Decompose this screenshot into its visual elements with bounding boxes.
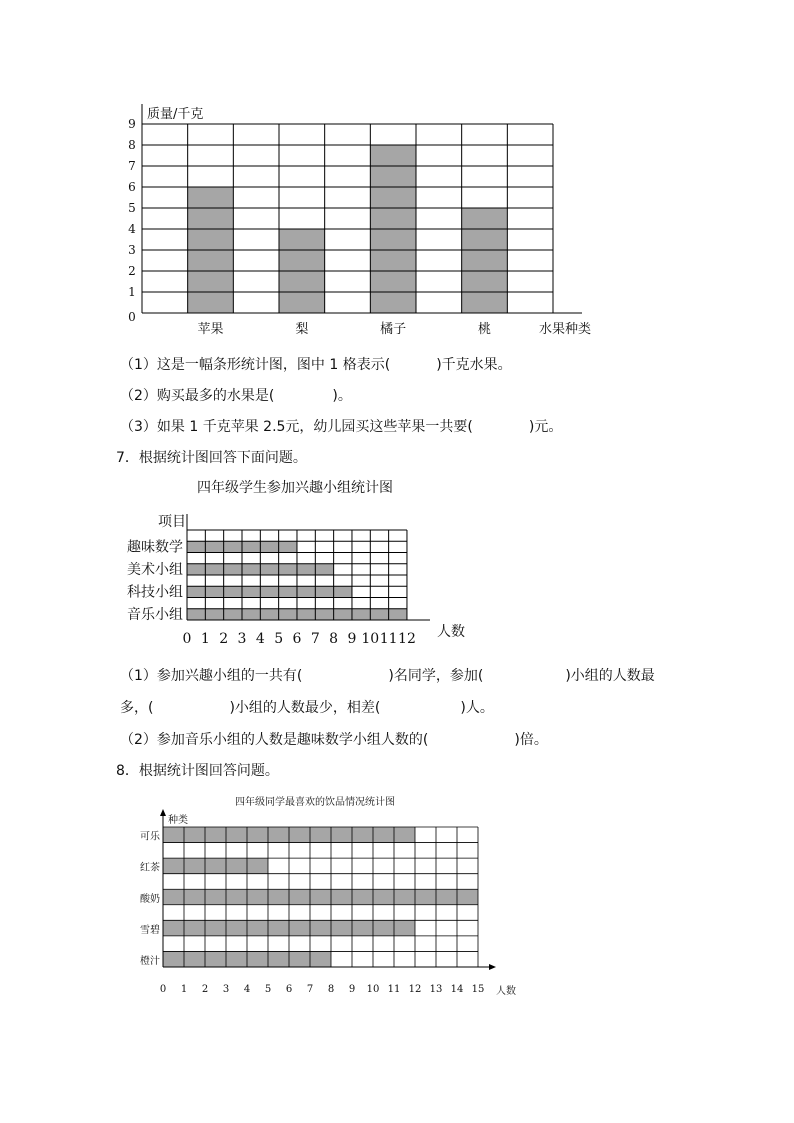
q6-q3-text-a: （3）如果 1 千克苹果 2.5元，幼儿园买这些苹果一共要( [120, 419, 473, 435]
y-axis-label: 项目 [158, 514, 186, 530]
x-tick-label: 7 [306, 984, 314, 995]
x-tick-label: 9 [347, 631, 357, 647]
q7-q1-text-b: )名同学，参加( [388, 668, 484, 684]
y-axis-label: 质量/千克 [147, 107, 204, 122]
category-label: 科技小组 [127, 584, 183, 601]
q6-question-3 [120, 416, 562, 436]
x-tick-label: 6 [285, 984, 293, 995]
x-tick-label: 2 [201, 984, 209, 995]
x-axis-label: 水果种类 [538, 322, 592, 337]
y-tick-label: 9 [128, 117, 136, 131]
y-axis-arrow [160, 809, 166, 816]
x-tick-label: 5 [264, 984, 272, 995]
x-tick-label: 4 [255, 631, 265, 647]
y-axis-label: 种类 [168, 815, 188, 826]
q6-question-1 [120, 354, 512, 374]
y-tick-label: 2 [128, 264, 136, 278]
q7-question-2 [120, 729, 548, 749]
x-tick-label: 15 [471, 984, 485, 995]
category-label: 橘子 [380, 322, 407, 337]
x-tick-label: 0 [159, 984, 167, 995]
y-tick-label: 6 [128, 180, 136, 194]
y-tick-label: 1 [128, 285, 136, 299]
x-tick-label: 7 [310, 631, 320, 647]
y-tick-label: 4 [128, 222, 136, 236]
chart-title: 四年级同学最喜欢的饮品情况统计图 [235, 797, 395, 808]
category-label: 音乐小组 [127, 607, 183, 623]
x-tick-label: 4 [243, 984, 251, 995]
q7-heading: 7．根据统计图回答下面问题。 [116, 450, 307, 466]
x-tick-label: 1 [180, 984, 188, 995]
fruit-weight-bar-chart [0, 0, 794, 345]
q6-q1-text-b: )千克水果。 [436, 357, 512, 373]
q8-heading: 8．根据统计图回答问题。 [116, 763, 279, 779]
x-tick-label: 2 [219, 631, 229, 647]
x-axis-label: 人数 [496, 986, 516, 997]
favorite-drink-bar-chart [0, 785, 794, 1005]
q7-q1-line2-a: 多，( [120, 700, 154, 716]
x-tick-label: 8 [327, 984, 335, 995]
q7-question-1-line-2 [120, 697, 494, 717]
x-tick-label: 12 [398, 631, 416, 647]
bar-科技小组 [187, 586, 352, 597]
y-tick-label: 8 [128, 138, 136, 152]
category-label: 趣味数学 [127, 539, 183, 556]
x-tick-label: 10 [361, 631, 380, 647]
x-tick-label: 3 [222, 984, 230, 995]
q7-q1-text-a: （1）参加兴趣小组的一共有( [120, 668, 303, 684]
x-tick-label: 11 [387, 984, 401, 995]
bar-红茶 [163, 858, 268, 874]
q6-q1-text-a: （1）这是一幅条形统计图，图中 1 格表示( [120, 357, 391, 373]
category-label: 桃 [477, 322, 492, 337]
q6-question-2 [120, 385, 352, 405]
x-tick-label: 5 [274, 631, 284, 647]
bar-桃 [462, 208, 508, 313]
x-tick-label: 6 [292, 631, 302, 647]
y-tick-label: 5 [128, 201, 136, 215]
category-label: 美术小组 [127, 562, 183, 578]
x-tick-label: 11 [379, 631, 398, 647]
x-tick-label: 3 [237, 631, 247, 647]
q7-q2-text-a: （2）参加音乐小组的人数是趣味数学小组人数的( [120, 732, 429, 748]
category-label: 酸奶 [140, 893, 160, 905]
x-axis-label: 人数 [437, 624, 465, 640]
category-label: 可乐 [140, 831, 160, 843]
x-axis-arrow [489, 964, 496, 970]
bar-酸奶 [163, 889, 478, 905]
x-tick-label: 9 [348, 984, 356, 995]
q6-q3-text-b: )元。 [528, 419, 563, 435]
y-tick-label: 3 [128, 243, 136, 257]
q7-q2-text-b: )倍。 [514, 732, 548, 748]
x-tick-label: 1 [200, 631, 210, 647]
category-label: 苹果 [197, 322, 224, 337]
chart-title: 四年级学生参加兴趣小组统计图 [197, 480, 393, 496]
q6-q2-text-b: )。 [332, 388, 352, 404]
category-label: 雪碧 [140, 924, 160, 936]
x-tick-label: 12 [408, 984, 422, 995]
y-tick-label: 0 [128, 310, 136, 324]
x-tick-label: 14 [450, 984, 464, 995]
y-tick-label: 7 [128, 159, 136, 173]
category-label: 红茶 [140, 862, 160, 874]
q7-question-1-line-1 [120, 665, 655, 685]
category-label: 梨 [295, 322, 309, 337]
q6-q2-text-a: （2）购买最多的水果是( [120, 388, 275, 404]
interest-group-bar-chart [0, 470, 794, 650]
q7-q1-line2-b: )小组的人数最少，相差( [229, 700, 381, 716]
q7-q1-text-c: )小组的人数最 [565, 668, 655, 684]
x-tick-label: 10 [366, 984, 380, 995]
q7-q1-line2-c: )人。 [460, 700, 494, 716]
x-tick-label: 13 [429, 984, 443, 995]
category-label: 橙汁 [140, 956, 160, 967]
x-tick-label: 0 [182, 631, 192, 647]
x-tick-label: 8 [329, 631, 339, 647]
